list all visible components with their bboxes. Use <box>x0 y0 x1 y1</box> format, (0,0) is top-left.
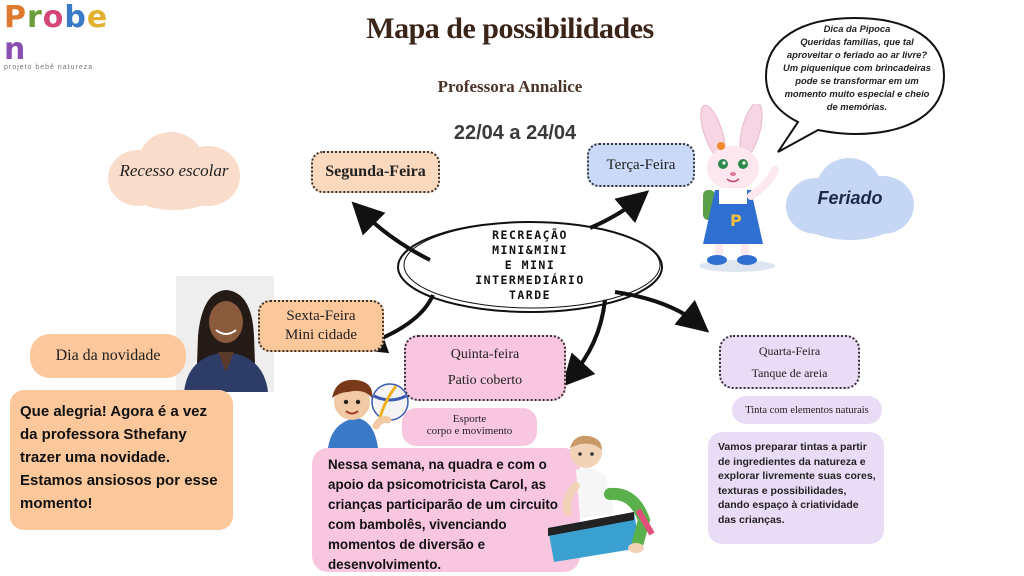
sexta-pill <box>258 300 384 352</box>
center-line: MINI&MINI <box>492 243 568 257</box>
tip-bubble <box>766 18 946 136</box>
feriado-label: Feriado <box>817 188 883 208</box>
tip-text <box>780 22 934 113</box>
teacher-name: Professora Annalice <box>437 77 583 96</box>
wednesday-tag-label: Tinta com elementos naturais <box>745 404 869 416</box>
wednesday-text: Vamos preparar tintas a partir de ingredientes da natureza e explorar livremente suas cores, texturas e possibilidades, dando espaço à criatividade das crianças. <box>718 441 876 526</box>
wednesday-card <box>708 432 884 544</box>
page-title: Mapa de possibilidades <box>366 12 654 45</box>
boy-volleyball-illustration <box>318 374 414 448</box>
quarta-title: Quarta-Feira <box>758 344 821 358</box>
quarta-pill <box>719 335 860 389</box>
thursday-tag <box>402 408 537 446</box>
quinta-place: Patio coberto <box>447 373 523 388</box>
segunda-label: Segunda-Feira <box>325 163 426 180</box>
arrow-to-segunda <box>360 210 430 260</box>
logo-letter: n <box>4 32 27 67</box>
recesso-cloud <box>108 128 240 212</box>
segunda-pill <box>311 151 440 193</box>
bunny-mascot-illustration <box>685 104 785 274</box>
logo-letter: o <box>42 0 65 35</box>
logo-letter: P <box>4 0 27 35</box>
thursday-tag-line1: Esporte <box>452 413 487 425</box>
quarta-place: Tanque de areia <box>751 366 828 380</box>
tip-heading: Dica da Pipoca <box>823 23 891 34</box>
logo-letter: e <box>86 0 109 35</box>
feriado-cloud <box>786 154 914 242</box>
baby-playing-illustration <box>540 430 668 570</box>
tip-body: Queridas famílias, que tal aproveitar o feriado ao ar livre? Um piquenique com brincadeiras pode se transformar em um momento muito especial e cheio de memórias. <box>783 36 931 112</box>
center-topic <box>440 228 620 303</box>
friday-tag-label: Dia da novidade <box>55 347 161 364</box>
center-line: TARDE <box>508 288 552 302</box>
svg-text:P: P <box>730 211 742 230</box>
sexta-label-line1: Sexta-Feira <box>286 308 356 324</box>
friday-text: Que alegria! Agora é a vez da professora Sthefany trazer uma novidade. Estamos ansiosos por esse momento! <box>20 403 218 512</box>
sexta-label-line2: Mini cidade <box>284 327 358 343</box>
arrow-to-quinta <box>570 300 605 378</box>
terca-label: Terça-Feira <box>606 156 676 173</box>
recesso-label: Recesso escolar <box>119 161 229 180</box>
center-line: RECREAÇÃO <box>492 228 568 242</box>
thursday-tag-line2: corpo e movimento <box>426 425 513 437</box>
wednesday-tag <box>732 396 882 424</box>
thursday-text: Nessa semana, na quadra e com o apoio da psicomotricista Carol, as crianças participarão de um circuito com bambolês, vivenciando momentos de diversão e desenvolvimento. <box>328 457 558 572</box>
quinta-pill <box>404 335 566 401</box>
logo-letter: b <box>64 0 87 35</box>
center-line: E MINI <box>504 258 556 272</box>
logo-letter: r <box>27 0 43 35</box>
friday-tag <box>30 334 186 378</box>
logo-tagline: projeto bebê natureza <box>4 64 94 71</box>
terca-pill <box>587 143 695 187</box>
arrow-to-terca <box>590 198 640 228</box>
friday-card <box>10 390 233 530</box>
center-line: INTERMEDIÁRIO <box>475 273 585 287</box>
date-range: 22/04 a 24/04 <box>453 122 577 144</box>
quinta-title: Quinta-feira <box>450 347 520 362</box>
